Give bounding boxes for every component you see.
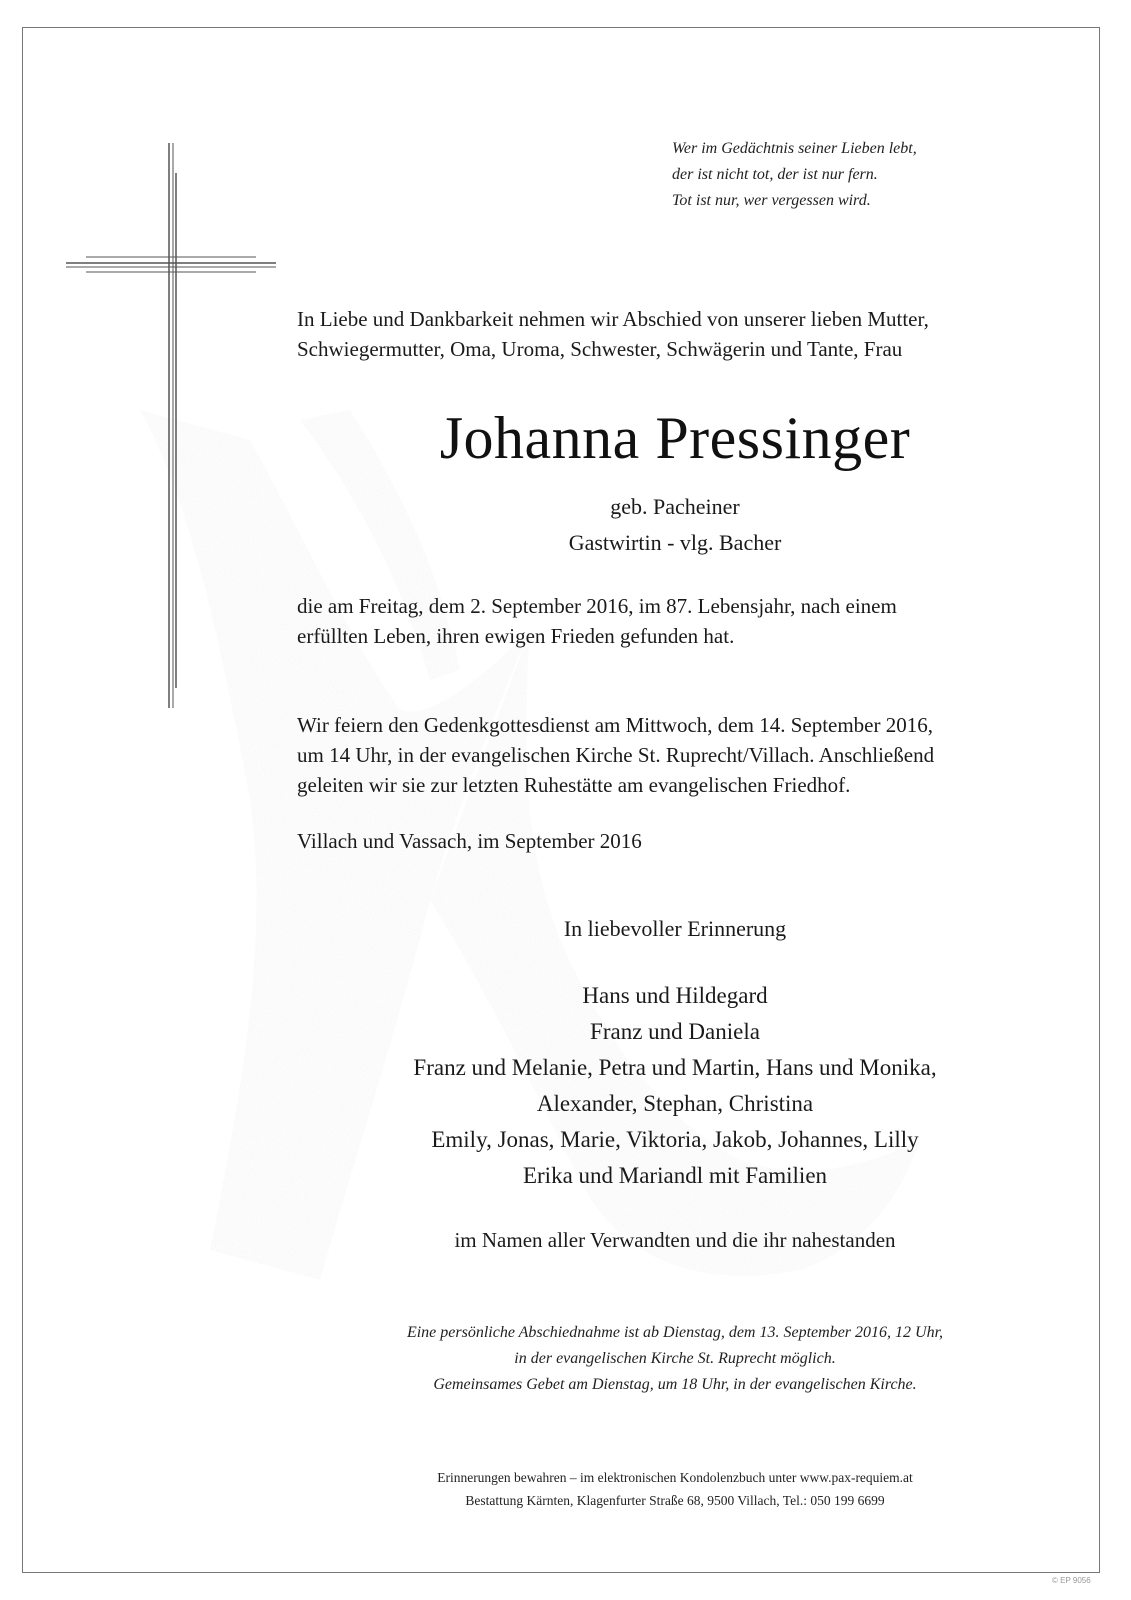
family-list (240, 978, 1110, 1194)
service-line: Wir feiern den Gedenkgottesdienst am Mittwoch, dem 14. September 2016, (297, 713, 933, 737)
memory-heading: In liebevoller Erinnerung (563, 916, 787, 941)
motto-line: der ist nicht tot, der ist nur fern. (672, 166, 878, 183)
print-code: © EP 9056 (1052, 1576, 1091, 1585)
motto-line: Tot ist nur, wer vergessen wird. (672, 192, 871, 209)
footer-line: Bestattung Kärnten, Klagenfurter Straße 68, 9500 Villach, Tel.: 050 199 6699 (465, 1493, 885, 1508)
service-line: geleiten wir sie zur letzten Ruhestätte am evangelischen Friedhof. (297, 773, 851, 797)
family-line: Hans und Hildegard (582, 983, 768, 1008)
family-line: Erika und Mariandl mit Familien (522, 1163, 828, 1188)
motto-line: Wer im Gedächtnis seiner Lieben lebt, (672, 140, 917, 157)
deceased-details (240, 489, 1110, 561)
place-date-text: Villach und Vassach, im September 2016 (297, 829, 642, 853)
footer-info (240, 1466, 1110, 1512)
farewell-line: in der evangelischen Kirche St. Ruprecht möglich. (514, 1350, 836, 1367)
farewell-line: Eine persönliche Abschiednahme ist ab Dienstag, dem 13. September 2016, 12 Uhr, (406, 1324, 944, 1341)
motto-quote (672, 136, 1032, 214)
service-line: um 14 Uhr, in der evangelischen Kirche St. Ruprecht/Villach. Anschließend (297, 743, 935, 767)
farewell-line: Gemeinsames Gebet am Dienstag, um 18 Uhr, in der evangelischen Kirche. (433, 1376, 917, 1393)
footer-line: Erinnerungen bewahren – im elektronischen Kondolenzbuch unter www.pax-requiem.at (437, 1470, 913, 1485)
service-notice (297, 710, 934, 800)
death-notice (297, 591, 897, 651)
death-notice-line: erfüllten Leben, ihren ewigen Frieden gefunden hat. (297, 624, 735, 648)
maiden-name: geb. Pacheiner (610, 494, 740, 519)
intro-paragraph (297, 304, 929, 364)
family-line: Emily, Jonas, Marie, Viktoria, Jakob, Johannes, Lilly (431, 1127, 919, 1152)
intro-line: In Liebe und Dankbarkeit nehmen wir Abschied von unserer lieben Mutter, (297, 307, 929, 331)
deceased-name: Johanna Pressinger (439, 405, 911, 471)
death-notice-line: die am Freitag, dem 2. September 2016, im 87. Lebensjahr, nach einem (297, 594, 897, 618)
family-line: Franz und Melanie, Petra und Martin, Hans und Monika, (413, 1055, 937, 1080)
family-line: Alexander, Stephan, Christina (536, 1091, 814, 1116)
intro-line: Schwiegermutter, Oma, Uroma, Schwester, Schwägerin und Tante, Frau (297, 337, 903, 361)
on-behalf-line: im Namen aller Verwandten und die ihr nahestanden (454, 1228, 896, 1252)
occupation: Gastwirtin - vlg. Bacher (568, 530, 782, 555)
family-line: Franz und Daniela (590, 1019, 760, 1044)
farewell-notice (240, 1320, 1110, 1398)
place-date (297, 826, 642, 856)
